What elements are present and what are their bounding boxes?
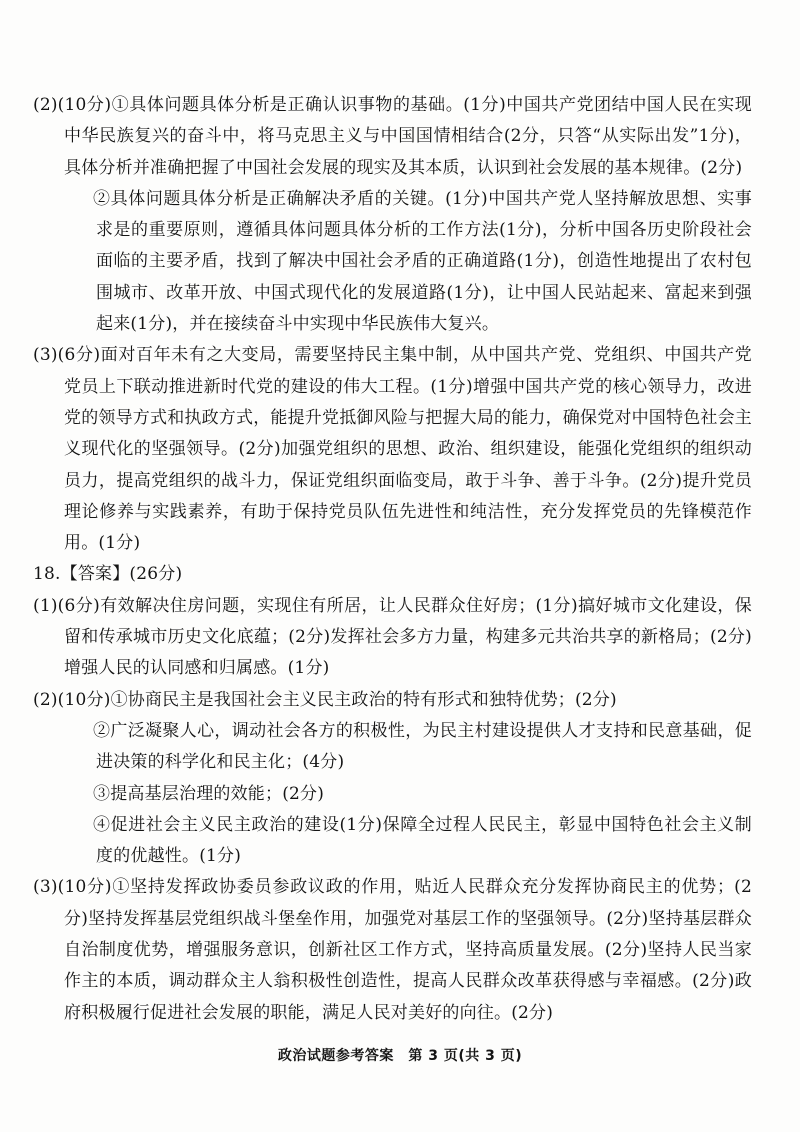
q17-part2-point1: (2)(10分)①具体问题具体分析是正确认识事物的基础。(1分)中国共产党团结中国人民在实现中华民族复兴的奋斗中，将马克思主义与中国国情相结合(2分，只答“从实际出发”1分)，具体分析并准确把握了中国社会发展的现实及其本质，认识到社会发展的基本规律。(2分) (33, 95, 752, 178)
q18-part2-point4: ④促进社会主义民主政治的建设(1分)保障全过程人民民主，彰显中国特色社会主义制度的优越性。(1分) (93, 814, 752, 867)
answer-content (0, 90, 800, 1029)
q18-part2-point1: (2)(10分)①协商民主是我国社会主义民主政治的特有形式和独特优势；(2分) (33, 689, 617, 710)
q17-part2-point2: ②具体问题具体分析是正确解决矛盾的关键。(1分)中国共产党人坚持解放思想、实事求是的重要原则，遵循具体问题具体分析的工作方法(1分)，分析中国各历史阶段社会面临的主要矛盾，找到了解决中国社会矛盾的正确道路(1分)，创造性地提出了农村包围城市、改革开放、中国式现代化的发展道路(1分)，让中国人民站起来、富起来到强起来(1分)，并在接续奋斗中实现中华民族伟大复兴。 (93, 188, 752, 335)
q17-part3: (3)(6分)面对百年未有之大变局，需要坚持民主集中制，从中国共产党、党组织、中国共产党党员上下联动推进新时代党的建设的伟大工程。(1分)增强中国共产党的核心领导力，改进党的领导方式和执政方式，能提升党抵御风险与把握大局的能力，确保党对中国特色社会主义现代化的坚强领导。(2分)加强党组织的思想、政治、组织建设，能强化党组织的组织动员力，提高党组织的战斗力，保证党组织面临变局，敢于斗争、善于斗争。(2分)提升党员理论修养与实践素养，有助于保持党员队伍先进性和纯洁性，充分发挥党员的先锋模范作用。(1分) (33, 345, 752, 554)
q18-part1: (1)(6分)有效解决住房问题，实现住有所居，让人民群众住好房；(1分)搞好城市文化建设，保留和传承城市历史文化底蕴；(2分)发挥社会多方力量，构建多元共治共享的新格局；(2分)增强人民的认同感和归属感。(1分) (33, 595, 752, 679)
q18-part2-point3: ③提高基层治理的效能；(2分) (93, 783, 325, 804)
page-footer: 政治试题参考答案 第 3 页(共 3 页) (277, 1048, 523, 1064)
q18-heading: 18.【答案】(26分) (33, 564, 183, 585)
q18-part2-point2: ②广泛凝聚人心，调动社会各方的积极性，为民主村建设提供人才支持和民意基础，促进决策的科学化和民主化；(4分) (93, 720, 752, 773)
q18-part3: (3)(10分)①坚持发挥政协委员参政议政的作用，贴近人民群众充分发挥协商民主的优势；(2分)坚持发挥基层党组织战斗堡垒作用，加强党对基层工作的坚强领导。(2分)坚持基层群众自治制度优势，增强服务意识，创新社区工作方式，坚持高质量发展。(2分)坚持人民当家作主的本质，调动群众主人翁积极性创造性，提高人民群众改革获得感与幸福感。(2分)政府积极履行促进社会发展的职能，满足人民对美好的向往。(2分) (33, 877, 752, 1023)
